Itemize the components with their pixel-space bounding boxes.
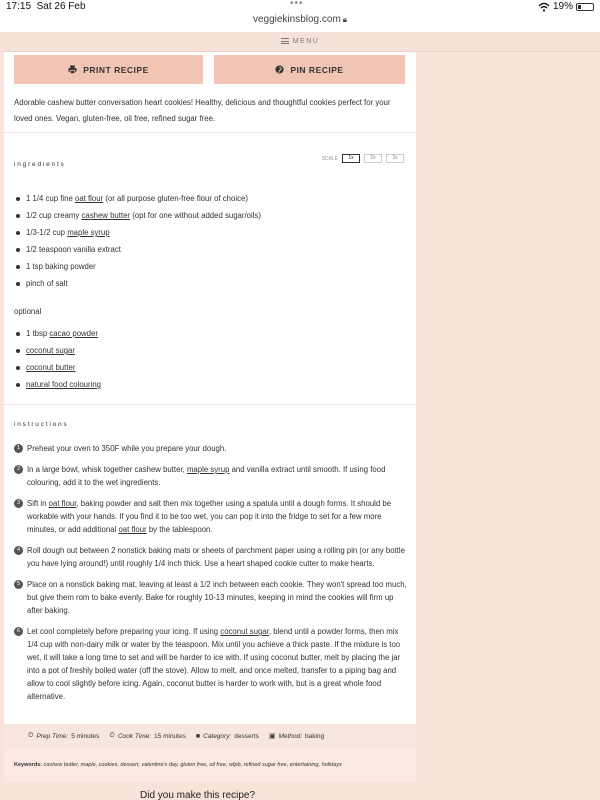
ingredient-item: 1 1/4 cup fine oat flour (or all purpose gluten-free flour of choice)	[14, 190, 261, 207]
scale-option-1x[interactable]: 1x	[342, 154, 360, 163]
scale-option-2x[interactable]: 2x	[364, 154, 382, 163]
status-time-date: 17:15 Sat 26 Feb	[6, 1, 86, 12]
instruction-link[interactable]: oat flour	[118, 525, 147, 534]
instruction-step: 2 In a large bowl, whisk together cashew butter, maple syrup and vanilla extract until smooth. If using food colouring, add it to the wet ingredients.	[14, 463, 408, 489]
status-bar	[0, 0, 600, 14]
pin-recipe-label: PIN RECIPE	[290, 64, 344, 75]
battery-percent: 19%	[552, 1, 573, 12]
status-right	[538, 1, 594, 12]
pin-recipe-button[interactable]	[214, 55, 405, 84]
instruction-step: 3 Sift in oat flour, baking powder and salt then mix together using a spatula until a dough forms. It should be workable with your hands. If you find it to be too wet, you can pop it into the fridge to set for a few more minutes, or add additional oat flour by the tablespoon.	[14, 497, 408, 536]
ingredient-item: 1 tbsp cacao powder	[14, 325, 101, 342]
ingredient-item: 1 tsp baking powder	[14, 258, 261, 275]
step-number: 1	[14, 444, 23, 453]
step-number: 4	[14, 546, 23, 555]
ingredient-link[interactable]: coconut sugar	[26, 346, 75, 355]
prep-time: ⏲︎ Prep Time: 5 minutes	[28, 732, 100, 740]
divider	[4, 132, 416, 133]
step-number: 5	[14, 580, 23, 589]
cook-time: ⏲︎ Cook Time: 15 minutes	[109, 732, 186, 740]
ingredient-item: pinch of salt	[14, 275, 261, 292]
hamburger-icon[interactable]	[281, 38, 289, 44]
instruction-step: 1 Preheat your oven to 350F while you prepare your dough.	[14, 442, 408, 455]
instruction-step: 5 Place on a nonstick baking mat, leaving at least a 1/2 inch between each cookie. They won't spread too much, but give them rom to bake evenly. Bake for roughly 10-13 minutes, keeping in mind the cookies will firm up after baking.	[14, 578, 408, 617]
print-recipe-label: PRINT RECIPE	[83, 64, 149, 75]
instruction-link[interactable]: maple syrup	[186, 465, 230, 474]
keywords-label: Keywords:	[14, 762, 43, 768]
menu-label[interactable]: MENU	[292, 38, 320, 45]
lock-icon: 🔒︎	[342, 15, 348, 24]
keywords-value: cashew butter, maple, cookies, dessert, valentine's day, gluten free, oil free, wfpb, refined sugar free, entertaining, holidays	[43, 762, 342, 768]
ingredient-item	[14, 342, 101, 359]
ingredients-list	[14, 190, 261, 292]
ingredient-item	[14, 376, 101, 393]
instructions-heading: instructions	[14, 421, 69, 428]
ingredient-item	[14, 359, 101, 376]
instructions-list	[14, 442, 408, 711]
clock-icon: ⏲︎	[28, 732, 34, 739]
ingredient-link[interactable]: cashew butter	[81, 211, 131, 220]
optional-heading: optional	[14, 307, 42, 316]
scale-label: SCALE	[321, 155, 338, 162]
instruction-link[interactable]: oat flour	[48, 499, 77, 508]
site-menu-bar[interactable]	[0, 32, 600, 52]
printer-icon	[68, 65, 77, 74]
url-text: veggiekinsblog.com	[252, 14, 341, 25]
ingredient-link[interactable]: coconut butter	[26, 363, 76, 372]
ingredient-link[interactable]: natural food colouring	[26, 380, 101, 389]
battery-icon	[576, 3, 594, 11]
instruction-step: 4 Roll dough out between 2 nonstick baking mats or sheets of parchment paper using a rolling pin (or any bottle you have lying around!) until roughly 1/4 inch thick. Use a heart shaped cookie cutter to make hearts.	[14, 544, 408, 570]
clock-icon: ⏲︎	[109, 732, 115, 739]
ingredient-link[interactable]: maple syrup	[67, 228, 110, 237]
divider	[4, 404, 416, 405]
optional-ingredients-list	[14, 325, 101, 393]
method-icon: ▣	[268, 733, 276, 740]
scale-selector	[322, 154, 404, 163]
recipe-card	[4, 52, 416, 724]
ingredient-item: 1/3-1/2 cup maple syrup	[14, 224, 261, 241]
method: ▣ Method: baking	[268, 732, 325, 740]
scale-option-3x[interactable]: 3x	[386, 154, 404, 163]
folder-icon: ■	[195, 732, 201, 740]
ingredient-link[interactable]: oat flour	[74, 194, 104, 203]
step-number: 3	[14, 499, 23, 508]
step-number: 2	[14, 465, 23, 474]
recipe-keywords	[4, 748, 416, 782]
instruction-step: 6 Let cool completely before preparing your icing. If using coconut sugar, blend until a powder forms, then mix 1/4 cup with non-dairy milk or water by the teaspoon. Mix until you achieve a thick paste. If the mixture is too wet, it will take a long time to set and will be harder to ice with. If using coconut butter, melt by placing the jar into a pot of freshly boiled water (off the stove). Allow to melt, and once melted, transfer to a piping bag and allow to cool slightly before icing. Again, coconut butter is harder to work with, but is a great whole food alternative.	[14, 625, 408, 703]
multitasking-dots-icon[interactable]: •••	[290, 0, 304, 9]
ingredients-heading: ingredients	[14, 161, 66, 168]
ingredient-item: 1/2 teaspoon vanilla extract	[14, 241, 261, 258]
address-bar[interactable]	[0, 14, 600, 32]
print-recipe-button[interactable]	[14, 55, 203, 84]
instruction-link[interactable]: coconut sugar	[220, 627, 269, 636]
step-number: 6	[14, 627, 23, 636]
bottom-partial-heading: Did you make this recipe?	[140, 790, 256, 800]
recipe-meta	[4, 724, 416, 748]
recipe-summary: Adorable cashew butter conversation heart cookies! Healthy, delicious and thoughtful cookies perfect for your loved ones. Vegan, gluten-free, oil free, refined sugar free.	[14, 98, 391, 123]
wifi-icon	[538, 2, 550, 12]
pinterest-icon	[275, 65, 284, 74]
category: ■ Category: desserts	[195, 732, 259, 740]
ingredient-item: 1/2 cup creamy cashew butter (opt for one without added sugar/oils)	[14, 207, 261, 224]
ingredient-link[interactable]: cacao powder	[49, 329, 98, 338]
